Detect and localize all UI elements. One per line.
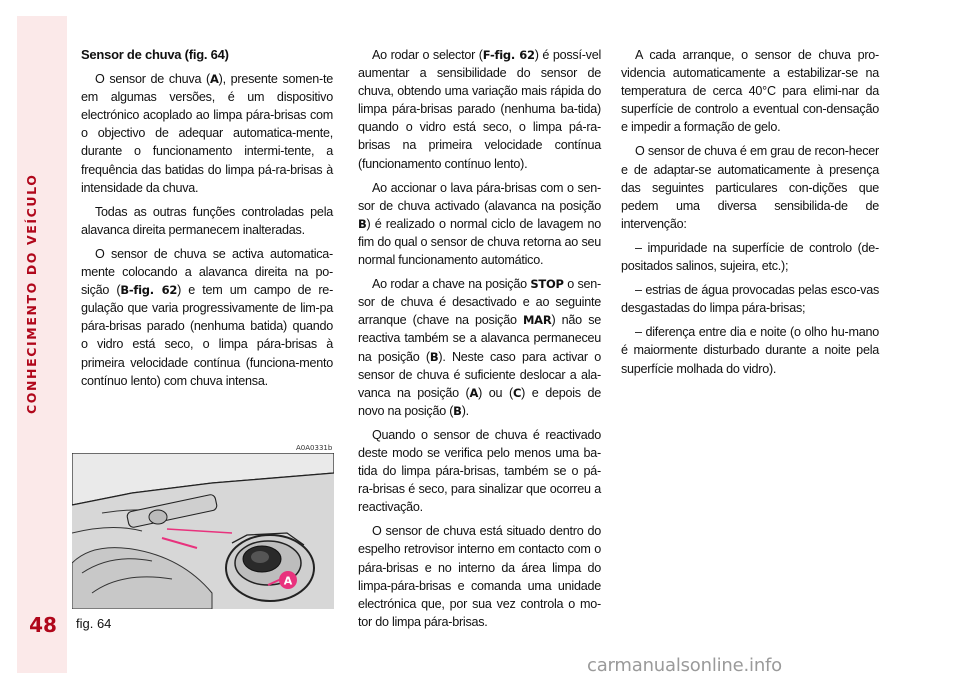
section-heading: Sensor de chuva (fig. 64) bbox=[81, 47, 229, 62]
paragraph: Ao accionar o lava pára-brisas com o sen-sor de chuva activado (alavanca na posição B) é realizado o normal ciclo de lavagem no fim do qual o sensor de chuva retorna ao seu normal funcionamento automático. bbox=[358, 180, 601, 268]
text-column-3 bbox=[621, 46, 879, 384]
list-item: – impuridade na superfície de controlo (de-positados salinos, sujeira, etc.); bbox=[621, 240, 879, 274]
paragraph: Todas as outras funções controladas pela alavanca direita permanecem inalteradas. bbox=[81, 204, 333, 237]
page-number: 48 bbox=[29, 613, 57, 637]
text-column-2 bbox=[358, 46, 601, 637]
paragraph: Ao rodar o selector (F-fig. 62) é possí-vel aumentar a sensibilidade do sensor de chuva, obtendo uma variação mais rápida do limpa pára-brisas parado (nenhuma ba-tida) quando o vidro está seco, o limpa pá-ra-brisas na primeira velocidade contínua (funcionamento contínuo lento). bbox=[358, 48, 601, 171]
list-item: – diferença entre dia e noite (o olho hu-mano é maiormente disturbado durante a noite pela superfície molhada do vidro). bbox=[621, 325, 879, 376]
text-column-1 bbox=[81, 46, 333, 396]
paragraph: O sensor de chuva está situado dentro do espelho retrovisor interno em contacto com o pára-brisas e no interno da área limpa do limpa-pára-brisas e comanda uma unidade electrónica que, por sua vez controla o mo-tor do limpa pára-brisas. bbox=[358, 524, 601, 629]
paragraph: O sensor de chuva é em grau de recon-hecer e de adaptar-se automaticamente à presença das seguintes particulares con-dições que pedem uma diversa sensibilida-de de intervenção: bbox=[621, 144, 879, 231]
figure-code: A0A0331b bbox=[296, 444, 333, 452]
paragraph: Quando o sensor de chuva é reactivado deste modo se verifica pelo menos uma ba-tida do limpa pára-brisas, também se o pá-ra-brisas é seco, para sinalizar que ocorreu a reactivação. bbox=[358, 427, 601, 515]
section-title: CONHECIMENTO DO VEÍCULO bbox=[24, 173, 39, 415]
rain-sensor-illustration bbox=[72, 453, 334, 609]
paragraph: O sensor de chuva se activa automatica-mente colocando a alavanca direita na po-sição (B-fig. 62) e tem um campo de re-gulação que varia progressivamente de lim-pa pára-brisas parado (nenhuma batida) quando o vidro está seco, o limpa pára-brisas à primeira velocidade contínua (funciona-mento contínuo lento) com chuva intensa. bbox=[81, 246, 334, 388]
rain-sensor-figure bbox=[72, 453, 334, 609]
figure-reference: fig. 64 bbox=[188, 47, 225, 62]
paragraph: A cada arranque, o sensor de chuva pro-videncia automaticamente a estabilizar-se na temperatura de cerca 40°C para elimi-nar da superfície de controlo a eventual con-densação e impedir a formação de gelo. bbox=[621, 48, 879, 135]
paragraph: Ao rodar a chave na posição STOP o sen-sor de chuva é desactivado e ao seguinte arranque (chave na posição MAR) não se reactiva também se a alavanca permaneceu na posição (B). Neste caso para activar o sensor de chuva é suficiente deslocar a ala-vanca na posição (A) ou (C) e depois de novo na posição (B). bbox=[358, 277, 601, 418]
list-item: – estrias de água provocadas pelas esco-vas desgastadas do limpa pára-brisas; bbox=[621, 283, 879, 316]
paragraph: O sensor de chuva (A), presente somen-te em algumas versões, é um dispositivo electrónico acoplado ao limpa pára-brisas com o objectivo de adequar automatica-mente, durante o funcionamento intermi-tente, a frequência das batidas do limpa pá-ra-brisas à intensidade da chuva. bbox=[81, 72, 333, 195]
figure-caption: fig. 64 bbox=[76, 616, 112, 631]
watermark: carmanualsonline.info bbox=[587, 655, 782, 676]
callout-label: A bbox=[283, 574, 293, 588]
